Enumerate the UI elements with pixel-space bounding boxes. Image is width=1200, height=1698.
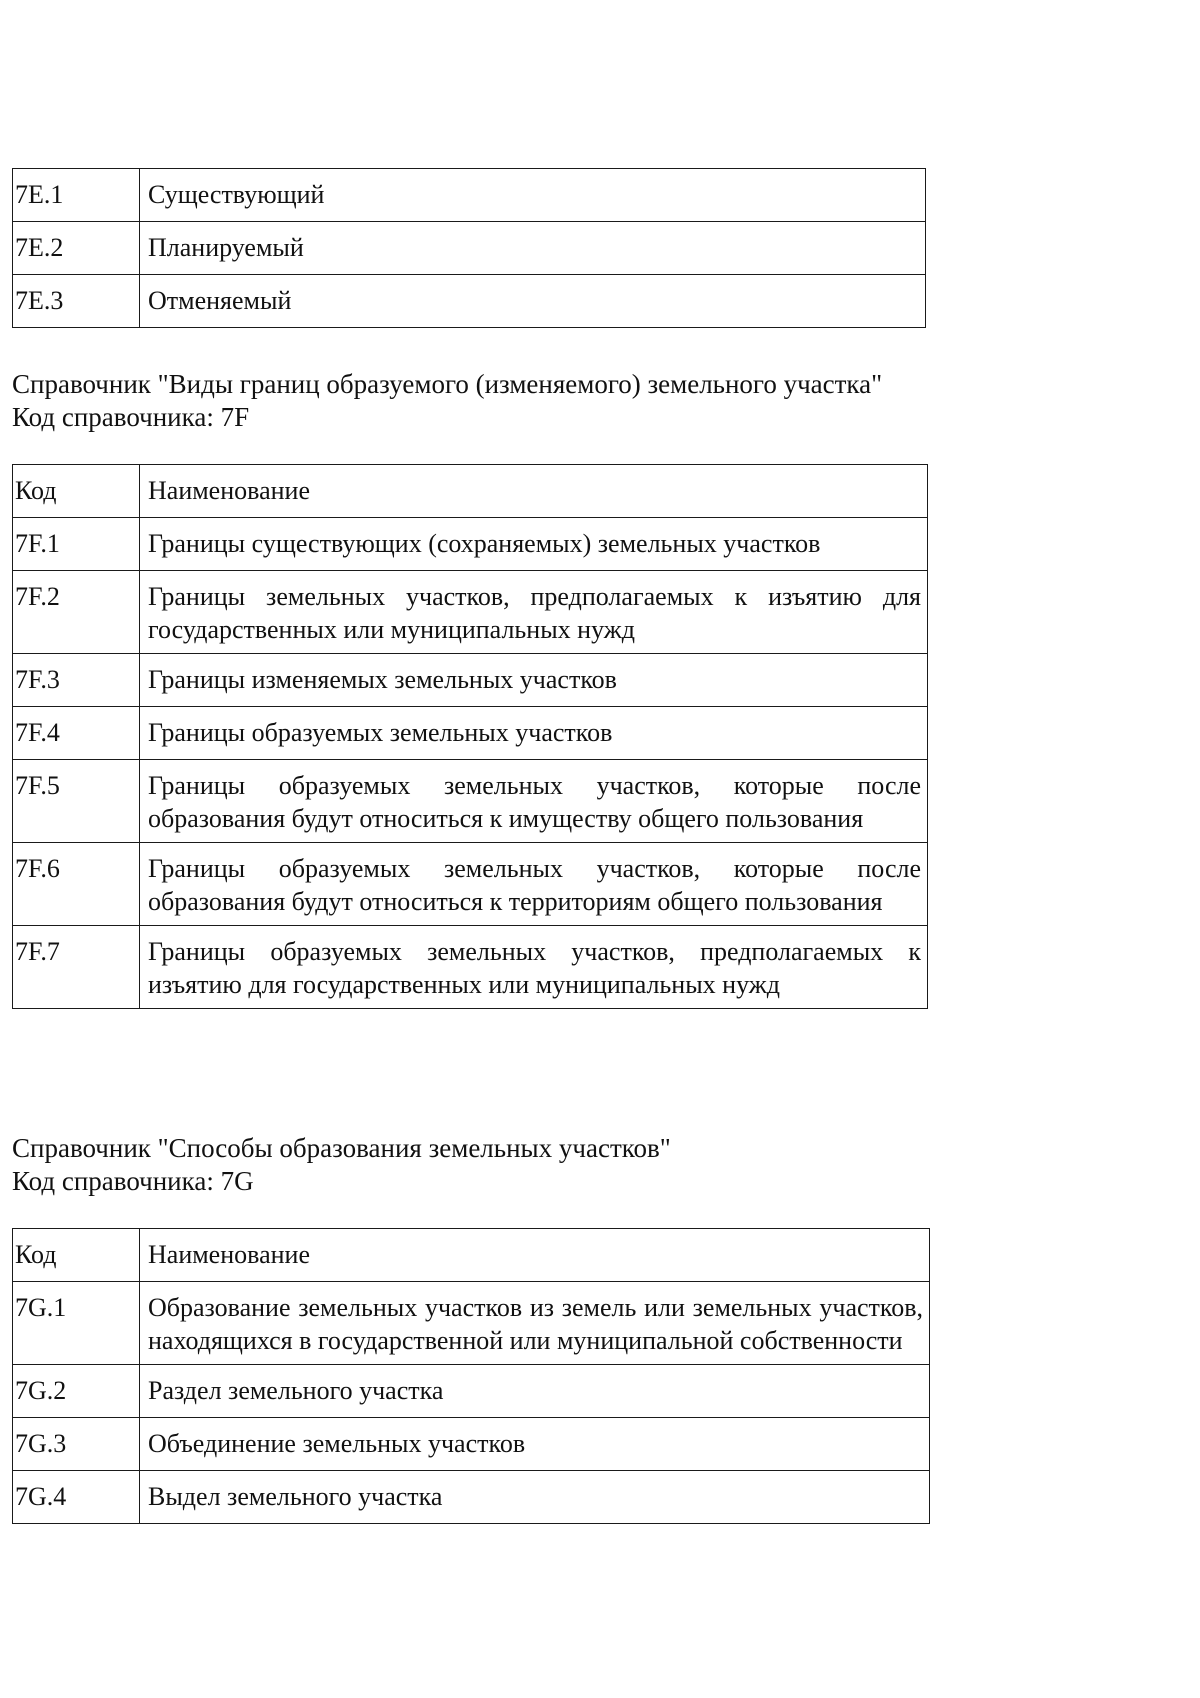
row-code: 7G.2	[13, 1365, 140, 1418]
row-name: Границы земельных участков, предполагаемых к изъятию для государственных или муниципальных нужд	[140, 571, 928, 654]
table-row	[13, 843, 928, 926]
row-name: Границы существующих (сохраняемых) земельных участков	[140, 518, 928, 571]
table-row	[13, 518, 928, 571]
table-header-row	[13, 465, 928, 518]
row-code: 7E.3	[13, 275, 140, 328]
table-row	[13, 275, 926, 328]
table-row	[13, 1471, 930, 1524]
section-code: Код справочника: 7G	[12, 1166, 254, 1196]
row-name: Объединение земельных участков	[140, 1418, 930, 1471]
row-code: 7G.4	[13, 1471, 140, 1524]
table-row	[13, 571, 928, 654]
row-name: Раздел земельного участка	[140, 1365, 930, 1418]
row-code: 7F.4	[13, 707, 140, 760]
table-7e	[12, 168, 926, 328]
table-row	[13, 760, 928, 843]
table-row	[13, 707, 928, 760]
row-code: 7E.2	[13, 222, 140, 275]
row-code: 7F.7	[13, 926, 140, 1009]
table-row	[13, 169, 926, 222]
section-heading-7f	[12, 368, 882, 434]
column-header-code: Код	[13, 1229, 140, 1282]
table-7f	[12, 464, 928, 1009]
row-name: Границы изменяемых земельных участков	[140, 654, 928, 707]
row-name: Границы образуемых земельных участков, которые после образования будут относиться к территориям общего пользования	[140, 843, 928, 926]
table-row	[13, 1282, 930, 1365]
table-row	[13, 1418, 930, 1471]
row-code: 7F.1	[13, 518, 140, 571]
row-name: Существующий	[140, 169, 926, 222]
column-header-name: Наименование	[140, 1229, 930, 1282]
row-name: Границы образуемых земельных участков, которые после образования будут относиться к имуществу общего пользования	[140, 760, 928, 843]
row-code: 7F.6	[13, 843, 140, 926]
row-code: 7E.1	[13, 169, 140, 222]
table-row	[13, 222, 926, 275]
row-code: 7F.2	[13, 571, 140, 654]
row-name: Отменяемый	[140, 275, 926, 328]
row-name: Планируемый	[140, 222, 926, 275]
row-name: Образование земельных участков из земель или земельных участков, находящихся в государственной или муниципальной собственности	[140, 1282, 930, 1365]
table-header-row	[13, 1229, 930, 1282]
row-code: 7G.3	[13, 1418, 140, 1471]
column-header-code: Код	[13, 465, 140, 518]
row-name: Выдел земельного участка	[140, 1471, 930, 1524]
section-title: Справочник "Способы образования земельных участков"	[12, 1133, 671, 1163]
row-code: 7F.3	[13, 654, 140, 707]
row-name: Границы образуемых земельных участков	[140, 707, 928, 760]
row-name: Границы образуемых земельных участков, предполагаемых к изъятию для государственных или муниципальных нужд	[140, 926, 928, 1009]
column-header-name: Наименование	[140, 465, 928, 518]
table-7g	[12, 1228, 930, 1524]
section-code: Код справочника: 7F	[12, 402, 250, 432]
table-row	[13, 1365, 930, 1418]
table-row	[13, 654, 928, 707]
row-code: 7F.5	[13, 760, 140, 843]
section-title: Справочник "Виды границ образуемого (изменяемого) земельного участка"	[12, 369, 883, 399]
table-row	[13, 926, 928, 1009]
section-heading-7g	[12, 1132, 671, 1198]
row-code: 7G.1	[13, 1282, 140, 1365]
